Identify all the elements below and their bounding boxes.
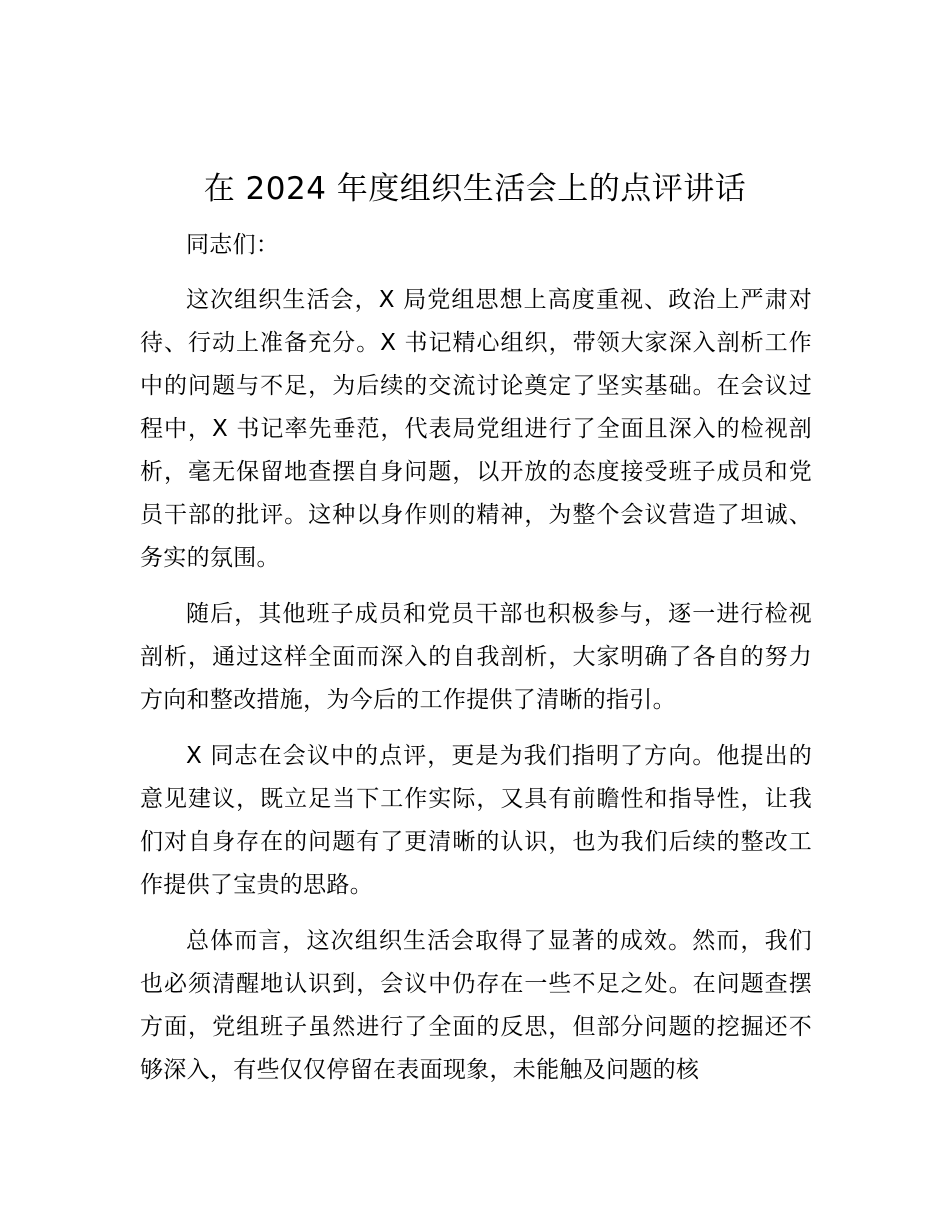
paragraph-3: X 同志在会议中的点评，更是为我们指明了方向。他提出的意见建议，既立足当下工作实际，又具有前瞻性和指导性，让我们对自身存在的问题有了更清晰的认识，也为我们后续的整改工作提供了宝贵的思路。 — [140, 743, 812, 898]
salutation: 同志们： — [186, 232, 280, 258]
document-title: 在 2024 年度组织生活会上的点评讲话 — [203, 171, 747, 207]
paragraph-4: 总体而言，这次组织生活会取得了显著的成效。然而，我们也必须清醒地认识到，会议中仍存在一些不足之处。在问题查摆方面，党组班子虽然进行了全面的反思，但部分问题的挖掘还不够深入，有些仅仅停留在表面现象，未能触及问题的核 — [140, 928, 812, 1083]
paragraph-1: 这次组织生活会，X 局党组思想上高度重视、政治上严肃对待、行动上准备充分。X 书记精心组织，带领大家深入剖析工作中的问题与不足，为后续的交流讨论奠定了坚实基础。在会议过程中，X 书记率先垂范，代表局党组进行了全面且深入的检视剖析，毫无保留地查摆自身问题，以开放的态度接受班子成员和党员干部的批评。这种以身作则的精神，为整个会议营造了坦诚、务实的氛围。 — [140, 287, 812, 571]
document-body — [140, 224, 812, 1105]
paragraph-2: 随后，其他班子成员和党员干部也积极参与，逐一进行检视剖析，通过这样全面而深入的自我剖析，大家明确了各自的努力方向和整改措施，为今后的工作提供了清晰的指引。 — [140, 601, 812, 713]
